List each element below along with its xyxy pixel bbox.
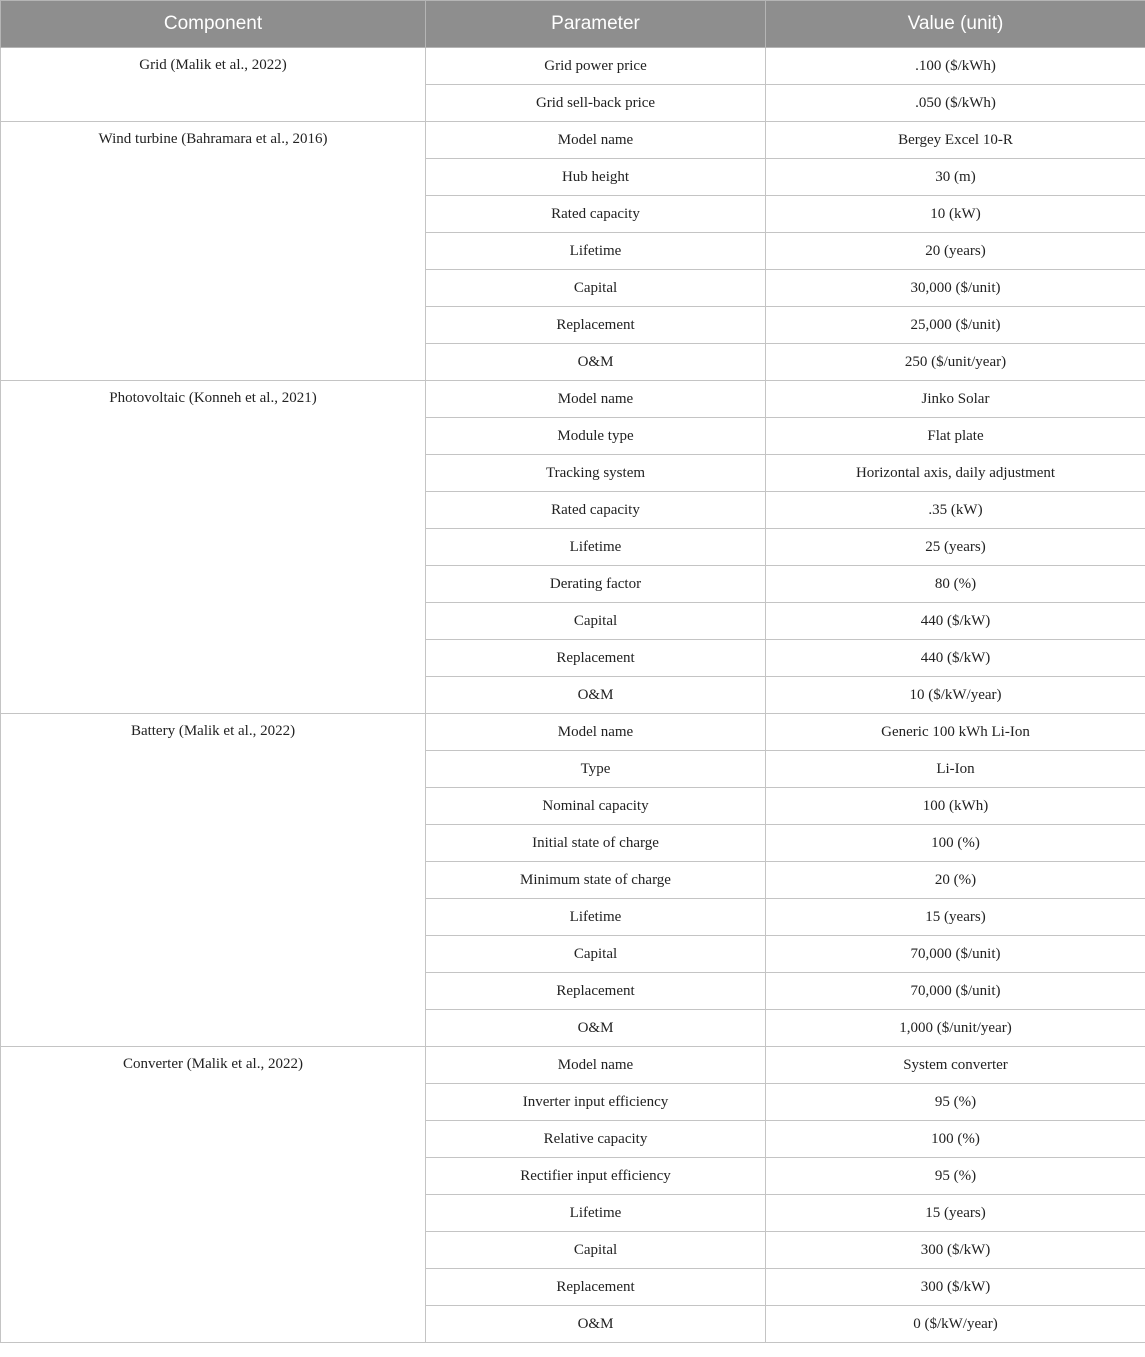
parameter-cell: Replacement — [426, 307, 766, 344]
value-cell: Li-Ion — [766, 751, 1145, 788]
parameter-cell: Lifetime — [426, 233, 766, 270]
value-cell: 70,000 ($/unit) — [766, 936, 1145, 973]
value-cell: .050 ($/kWh) — [766, 85, 1145, 122]
header-row — [1, 1, 1145, 48]
table-row — [1, 381, 1145, 418]
parameter-cell: Rated capacity — [426, 492, 766, 529]
component-cell: Battery (Malik et al., 2022) — [1, 714, 426, 1047]
parameter-cell: Lifetime — [426, 1195, 766, 1232]
parameter-cell: Inverter input efficiency — [426, 1084, 766, 1121]
parameter-cell: Relative capacity — [426, 1121, 766, 1158]
value-cell: 15 (years) — [766, 899, 1145, 936]
value-cell: 100 (%) — [766, 825, 1145, 862]
parameter-cell: Rectifier input efficiency — [426, 1158, 766, 1195]
value-cell: .35 (kW) — [766, 492, 1145, 529]
value-cell: 10 (kW) — [766, 196, 1145, 233]
value-cell: 30,000 ($/unit) — [766, 270, 1145, 307]
value-cell: 25,000 ($/unit) — [766, 307, 1145, 344]
parameter-cell: Module type — [426, 418, 766, 455]
table-header — [1, 1, 1145, 48]
value-cell: Bergey Excel 10-R — [766, 122, 1145, 159]
parameter-cell: O&M — [426, 1010, 766, 1047]
parameter-cell: Grid power price — [426, 48, 766, 85]
value-cell: 95 (%) — [766, 1158, 1145, 1195]
parameter-cell: Capital — [426, 936, 766, 973]
parameter-cell: Model name — [426, 381, 766, 418]
value-cell: 440 ($/kW) — [766, 603, 1145, 640]
value-cell: Flat plate — [766, 418, 1145, 455]
value-cell: 1,000 ($/unit/year) — [766, 1010, 1145, 1047]
value-cell: 440 ($/kW) — [766, 640, 1145, 677]
value-cell: 20 (%) — [766, 862, 1145, 899]
parameter-cell: O&M — [426, 344, 766, 381]
parameter-cell: O&M — [426, 1306, 766, 1343]
parameter-cell: Model name — [426, 714, 766, 751]
parameter-cell: Capital — [426, 603, 766, 640]
value-cell: 10 ($/kW/year) — [766, 677, 1145, 714]
value-cell: .100 ($/kWh) — [766, 48, 1145, 85]
table-row — [1, 122, 1145, 159]
parameter-cell: Rated capacity — [426, 196, 766, 233]
table-row — [1, 1047, 1145, 1084]
value-cell: 0 ($/kW/year) — [766, 1306, 1145, 1343]
value-cell: System converter — [766, 1047, 1145, 1084]
value-cell: 250 ($/unit/year) — [766, 344, 1145, 381]
value-cell: 20 (years) — [766, 233, 1145, 270]
parameter-cell: Capital — [426, 1232, 766, 1269]
parameter-cell: Replacement — [426, 640, 766, 677]
value-cell: 100 (kWh) — [766, 788, 1145, 825]
parameter-cell: Model name — [426, 1047, 766, 1084]
parameter-cell: Derating factor — [426, 566, 766, 603]
value-cell: 95 (%) — [766, 1084, 1145, 1121]
parameter-cell: Model name — [426, 122, 766, 159]
parameter-cell: Lifetime — [426, 529, 766, 566]
value-cell: 300 ($/kW) — [766, 1269, 1145, 1306]
value-cell: 70,000 ($/unit) — [766, 973, 1145, 1010]
parameter-cell: Replacement — [426, 1269, 766, 1306]
value-cell: 30 (m) — [766, 159, 1145, 196]
parameter-cell: Tracking system — [426, 455, 766, 492]
parameter-cell: O&M — [426, 677, 766, 714]
value-cell: 25 (years) — [766, 529, 1145, 566]
parameter-cell: Type — [426, 751, 766, 788]
parameter-cell: Minimum state of charge — [426, 862, 766, 899]
value-cell: 80 (%) — [766, 566, 1145, 603]
table-row — [1, 714, 1145, 751]
parameter-cell: Hub height — [426, 159, 766, 196]
parameter-cell: Replacement — [426, 973, 766, 1010]
parameter-cell: Nominal capacity — [426, 788, 766, 825]
parameter-cell: Capital — [426, 270, 766, 307]
parameter-cell: Grid sell-back price — [426, 85, 766, 122]
component-cell: Photovoltaic (Konneh et al., 2021) — [1, 381, 426, 714]
component-cell: Wind turbine (Bahramara et al., 2016) — [1, 122, 426, 381]
value-cell: Horizontal axis, daily adjustment — [766, 455, 1145, 492]
parameter-cell: Lifetime — [426, 899, 766, 936]
parameter-cell: Initial state of charge — [426, 825, 766, 862]
header-parameter: Parameter — [426, 1, 766, 48]
header-value: Value (unit) — [766, 1, 1145, 48]
header-component: Component — [1, 1, 426, 48]
value-cell: 15 (years) — [766, 1195, 1145, 1232]
value-cell: Jinko Solar — [766, 381, 1145, 418]
value-cell: Generic 100 kWh Li-Ion — [766, 714, 1145, 751]
table-row — [1, 48, 1145, 85]
component-cell: Grid (Malik et al., 2022) — [1, 48, 426, 122]
value-cell: 100 (%) — [766, 1121, 1145, 1158]
component-cell: Converter (Malik et al., 2022) — [1, 1047, 426, 1343]
table-body — [1, 48, 1145, 1343]
value-cell: 300 ($/kW) — [766, 1232, 1145, 1269]
